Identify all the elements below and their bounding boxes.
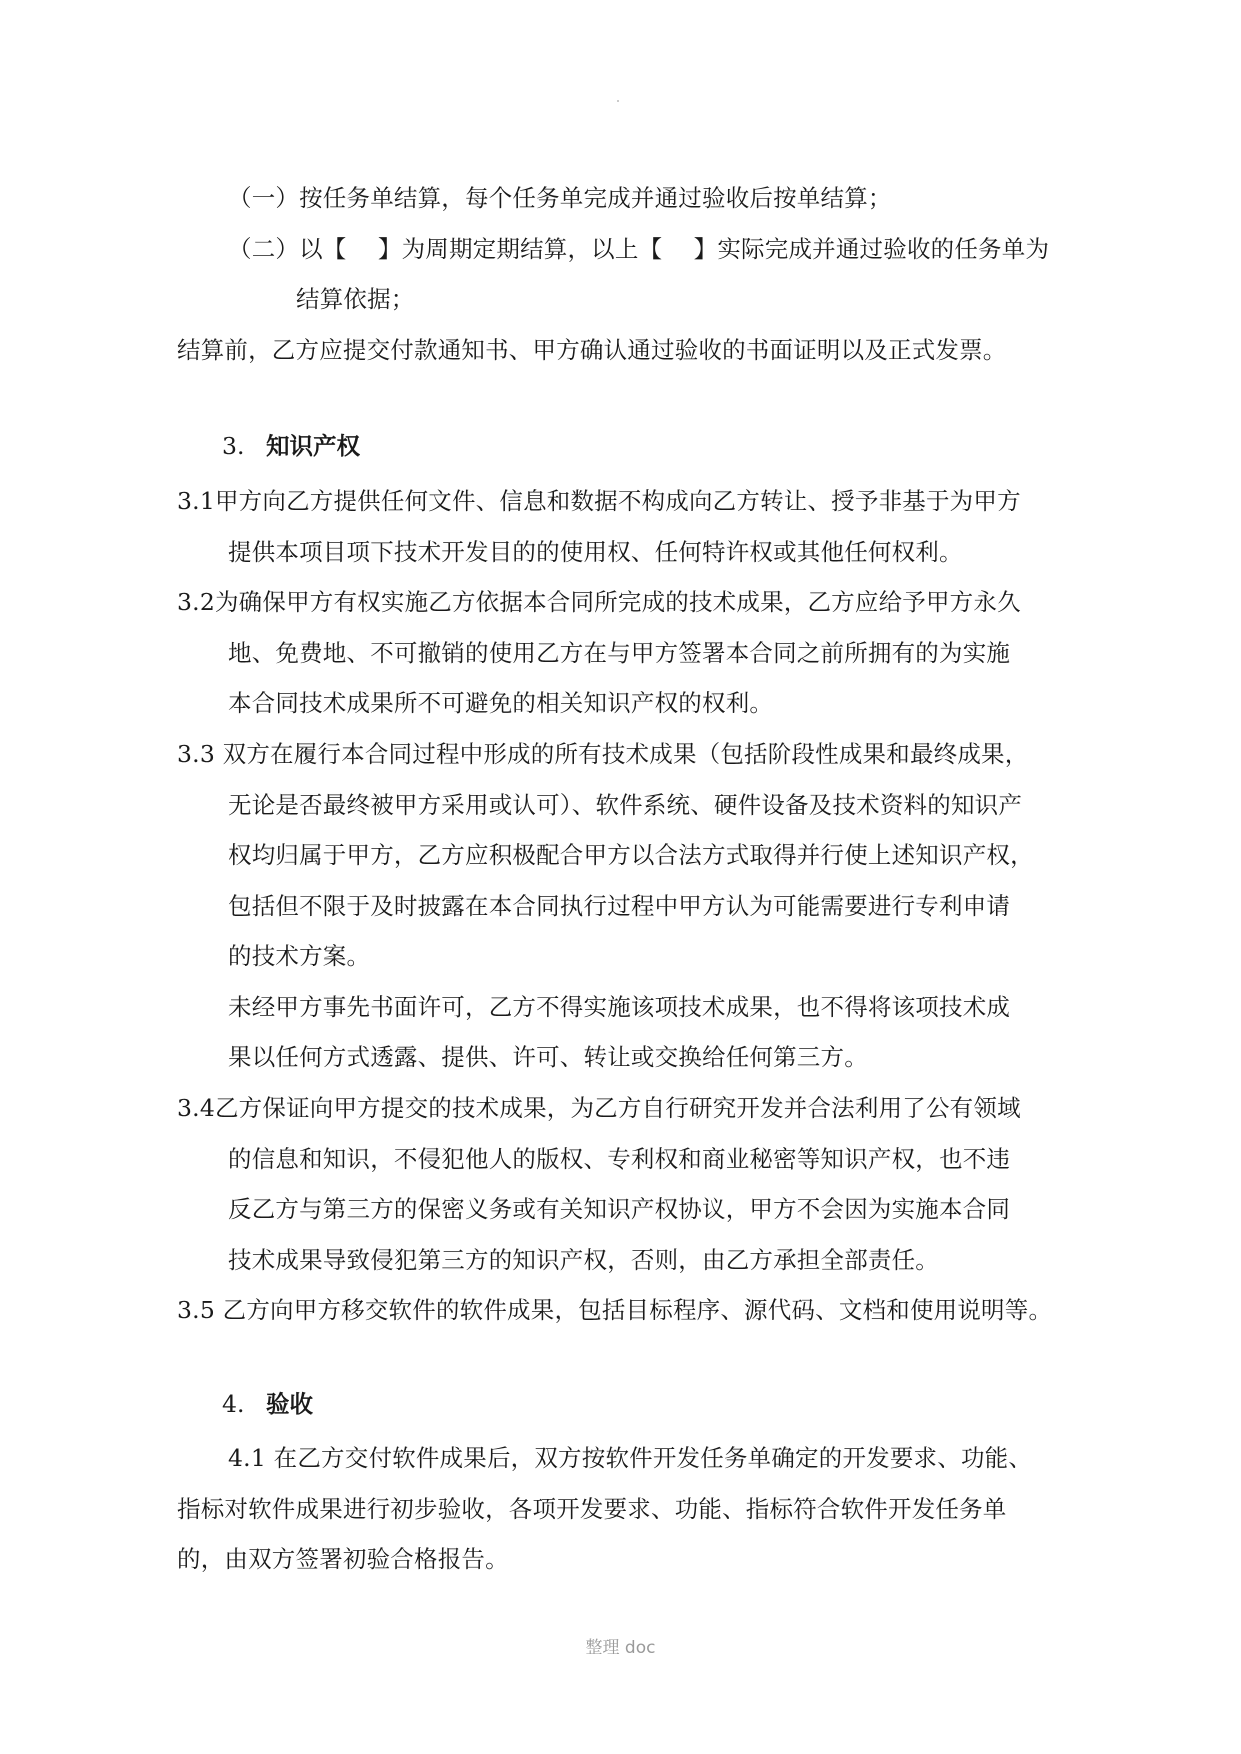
section-3-number: 3. [222, 432, 245, 460]
clause-3-2-line-1: 3.2为确保甲方有权实施乙方依据本合同所完成的技术成果，乙方应给予甲方永久 [177, 588, 1021, 616]
clause-3-4-line-1: 3.4乙方保证向甲方提交的技术成果，为乙方自行研究开发并合法利用了公有领域 [177, 1094, 1021, 1122]
clause-3-4-line-3: 反乙方与第三方的保密义务或有关知识产权协议，甲方不会因为实施本合同 [228, 1195, 1011, 1223]
clause-3-2-line-3: 本合同技术成果所不可避免的相关知识产权的权利。 [228, 689, 774, 717]
clause-3-3-line-2: 无论是否最终被甲方采用或认可）、软件系统、硬件设备及技术资料的知识产 [228, 791, 1023, 819]
clause-3-3-line-1: 3.3 双方在履行本合同过程中形成的所有技术成果（包括阶段性成果和最终成果， [177, 740, 1029, 768]
section-4-title: 验收 [266, 1390, 313, 1418]
payment-note: 结算前，乙方应提交付款通知书、甲方确认通过验收的书面证明以及正式发票。 [177, 336, 1007, 364]
page-dot [617, 100, 619, 102]
clause-4-1-line-3: 的，由双方签署初验合格报告。 [177, 1545, 509, 1573]
payment-option-2-line-1: （二）以【 】为周期定期结算，以上【 】实际完成并通过验收的任务单为 [228, 235, 1050, 263]
clause-4-1-line-2: 指标对软件成果进行初步验收，各项开发要求、功能、指标符合软件开发任务单 [177, 1495, 1007, 1523]
clause-3-4-line-2: 的信息和知识，不侵犯他人的版权、专利权和商业秘密等知识产权，也不违 [228, 1145, 1011, 1173]
clause-4-1-line-1: 4.1 在乙方交付软件成果后，双方按软件开发任务单确定的开发要求、功能、 [228, 1444, 1033, 1472]
section-3-title: 知识产权 [266, 432, 360, 460]
section-4-heading [222, 1389, 313, 1419]
clause-3-4-line-4: 技术成果导致侵犯第三方的知识产权，否则，由乙方承担全部责任。 [228, 1246, 939, 1274]
payment-option-1: （一）按任务单结算，每个任务单完成并通过验收后按单结算； [228, 184, 892, 212]
clause-3-1-line-2: 提供本项目项下技术开发目的的使用权、任何特许权或其他任何权利。 [228, 538, 963, 566]
clause-3-2-line-2: 地、免费地、不可撤销的使用乙方在与甲方签署本合同之前所拥有的为实施 [228, 639, 1011, 667]
clause-3-3-line-4: 包括但不限于及时披露在本合同执行过程中甲方认为可能需要进行专利申请 [228, 892, 1011, 920]
clause-3-3-line-5: 的技术方案。 [228, 942, 371, 970]
page-footer: 整理 doc [585, 1638, 656, 1658]
clause-3-3-line-7: 果以任何方式透露、提供、许可、转让或交换给任何第三方。 [228, 1043, 868, 1071]
payment-option-2-line-2: 结算依据； [296, 285, 415, 313]
clause-3-3-line-3: 权均归属于甲方，乙方应积极配合甲方以合法方式取得并行使上述知识产权， [228, 841, 1034, 869]
section-4-number: 4. [222, 1390, 245, 1418]
clause-3-3-line-6: 未经甲方事先书面许可，乙方不得实施该项技术成果，也不得将该项技术成 [228, 993, 1011, 1021]
clause-3-1-line-1: 3.1甲方向乙方提供任何文件、信息和数据不构成向乙方转让、授予非基于为甲方 [177, 487, 1021, 515]
clause-3-5: 3.5 乙方向甲方移交软件的软件成果，包括目标程序、源代码、文档和使用说明等。 [177, 1296, 1053, 1324]
section-3-heading [222, 431, 360, 461]
